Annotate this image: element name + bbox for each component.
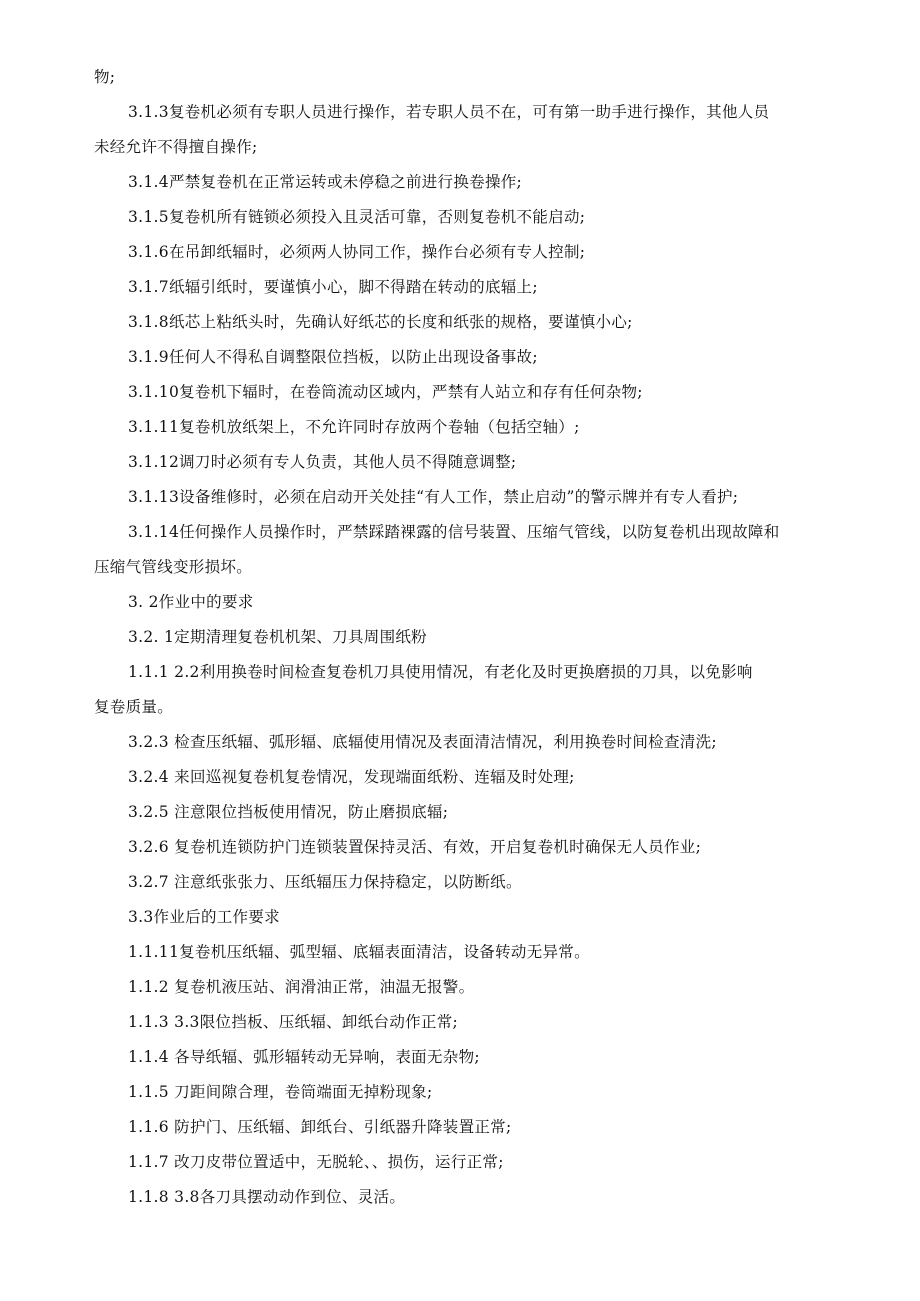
text-line: 3.2.4 来回巡视复卷机复卷情况，发现端面纸粉、连辐及时处理; xyxy=(128,768,575,786)
text-line: 物; xyxy=(94,68,116,86)
text-line: 1.1.7 改刀皮带位置适中，无脱轮、、损伤，运行正常; xyxy=(128,1153,504,1171)
text-line: 3.1.14任何操作人员操作时，严禁踩踏裸露的信号装置、压缩气管线，以防复卷机出现故障和 xyxy=(128,523,780,541)
text-line: 未经允许不得擅自操作; xyxy=(94,138,258,156)
section-heading: 3. 2作业中的要求 xyxy=(128,593,254,611)
text-line: 1.1.1 2.2利用换卷时间检查复卷机刀具使用情况，有老化及时更换磨损的刀具，以免影响 xyxy=(128,663,753,681)
text-line: 3.1.3复卷机必须有专职人员进行操作，若专职人员不在，可有第一助手进行操作，其他人员 xyxy=(128,103,770,121)
text-line: 3.1.5复卷机所有链锁必须投入且灵活可靠，否则复卷机不能启动; xyxy=(128,208,586,226)
text-line: 压缩气管线变形损坏。 xyxy=(94,558,253,576)
text-line: 1.1.6 防护门、压纸辐、卸纸台、引纸器升降装置正常; xyxy=(128,1118,512,1136)
text-line: 3.2. 1定期清理复卷机机架、刀具周围纸粉 xyxy=(128,628,427,646)
text-line: 3.1.8纸芯上粘纸头时，先确认好纸芯的长度和纸张的规格，要谨慎小心; xyxy=(128,313,633,331)
text-line: 3.1.4严禁复卷机在正常运转或未停稳之前进行换卷操作; xyxy=(128,173,523,191)
text-line: 1.1.11复卷机压纸辐、弧型辐、底辐表面清洁，设备转动无异常。 xyxy=(128,943,590,961)
text-line: 1.1.2 复卷机液压站、润滑油正常，油温无报警。 xyxy=(128,978,475,996)
text-line: 1.1.8 3.8各刀具摆动动作到位、灵活。 xyxy=(128,1188,406,1206)
text-line: 3.1.9任何人不得私自调整限位挡板，以防止出现设备事故; xyxy=(128,348,538,366)
text-line: 3.2.3 检查压纸辐、弧形辐、底辐使用情况及表面清洁情况，利用换卷时间检查清洗; xyxy=(128,733,717,751)
text-line: 3.1.10复卷机下辐时，在卷筒流动区域内，严禁有人站立和存有任何杂物; xyxy=(128,383,643,401)
text-line: 复卷质量。 xyxy=(94,698,174,716)
text-line: 3.2.7 注意纸张张力、压纸辐压力保持稳定，以防断纸。 xyxy=(128,873,522,891)
text-line: 3.1.7纸辐引纸时，要谨慎小心，脚不得踏在转动的底辐上; xyxy=(128,278,538,296)
text-line: 3.2.6 复卷机连锁防护门连锁装置保持灵活、有效，开启复卷机时确保无人员作业; xyxy=(128,838,702,856)
text-line: 3.1.6在吊卸纸辐时，必须两人协同工作，操作台必须有专人控制; xyxy=(128,243,586,261)
text-line: 3.2.5 注意限位挡板使用情况，防止磨损底辐; xyxy=(128,803,449,821)
text-line: 3.1.11复卷机放纸架上，不允许同时存放两个卷轴（包括空轴）; xyxy=(128,418,580,436)
section-heading: 3.3作业后的工作要求 xyxy=(128,908,280,926)
text-line: 1.1.5 刀距间隙合理，卷筒端面无掉粉现象; xyxy=(128,1083,433,1101)
text-line: 1.1.4 各导纸辐、弧形辐转动无异响，表面无杂物; xyxy=(128,1048,480,1066)
text-line: 1.1.3 3.3限位挡板、压纸辐、卸纸台动作正常; xyxy=(128,1013,459,1031)
text-line: 3.1.12调刀时必须有专人负责，其他人员不得随意调整; xyxy=(128,453,517,471)
text-line: 3.1.13设备维修时，必须在启动开关处挂“有人工作，禁止启动”的警示牌并有专人看护; xyxy=(128,488,739,506)
